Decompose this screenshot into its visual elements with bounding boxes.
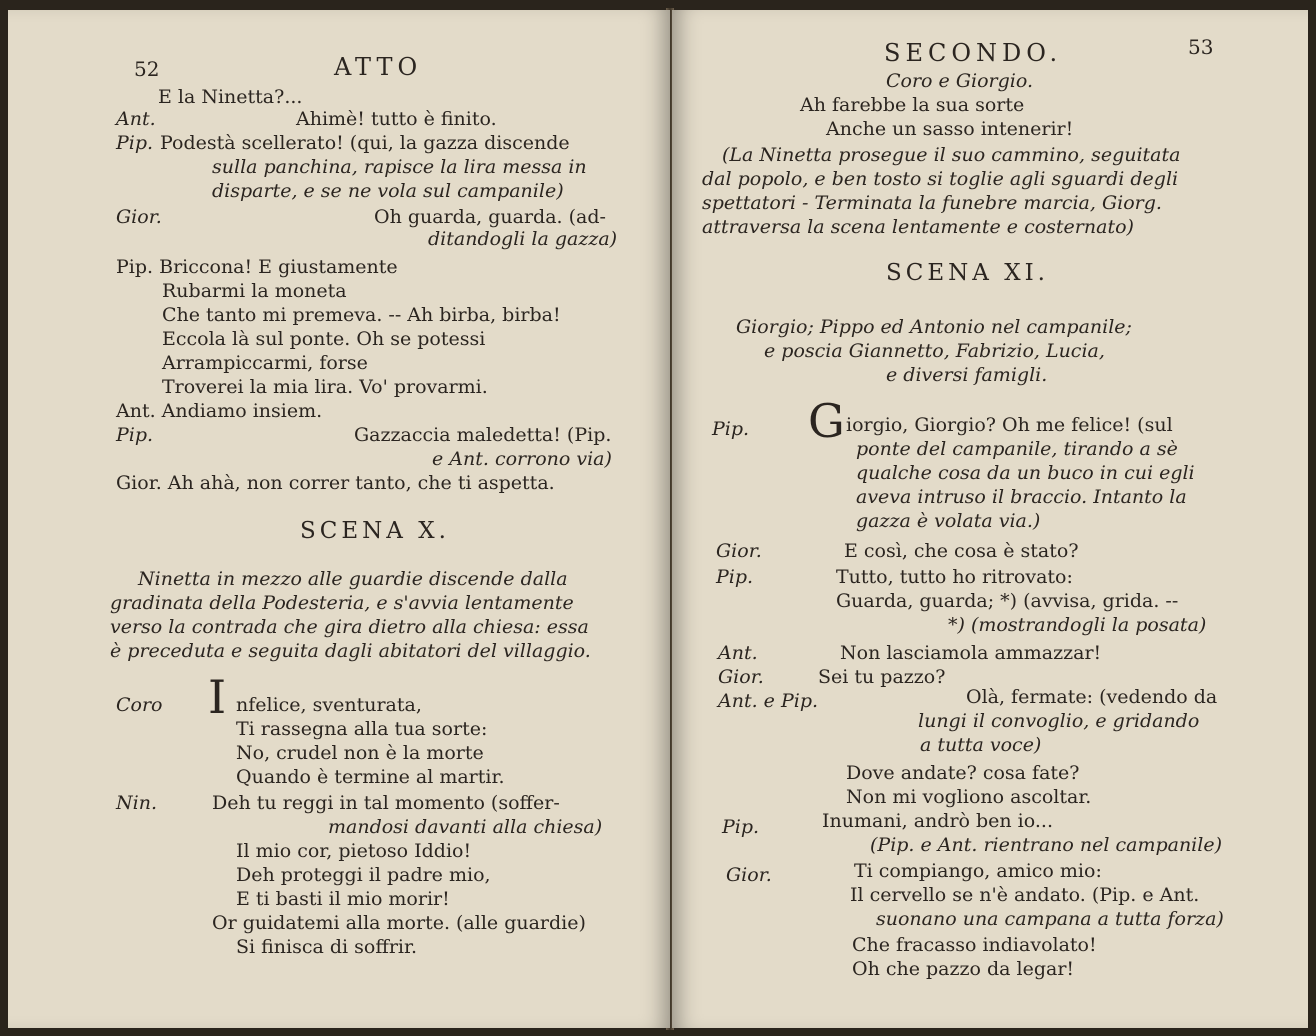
right-text-line: (La Ninetta prosegue il suo cammino, seguitata: [722, 144, 1181, 166]
right-text-line: Olà, fermate: (vedendo da: [966, 686, 1218, 708]
right-text-line: qualche cosa da un buco in cui egli: [856, 462, 1195, 484]
left-text-line: Arrampiccarmi, forse: [162, 352, 368, 374]
right-text-line: Tutto, tutto ho ritrovato:: [836, 566, 1073, 588]
right-text-line: Anche un sasso intenerir!: [826, 118, 1074, 140]
left-text-line: Quando è termine al martir.: [236, 766, 505, 788]
right-text-line: spettatori - Terminata la funebre marcia, Giorg.: [702, 192, 1162, 214]
right-text-line: *) (mostrandogli la posata): [948, 614, 1207, 636]
left-text-line: No, crudel non è la morte: [236, 742, 484, 764]
right-text-line: Pip.: [712, 418, 750, 440]
left-text-line: Ant. Andiamo insiem.: [116, 400, 323, 422]
right-text-line: lungi il convoglio, e gridando: [918, 710, 1200, 732]
left-text-line: Troverei la mia lira. Vo' provarmi.: [162, 376, 488, 398]
right-running-head: SECONDO.: [884, 39, 1063, 67]
right-text-line: Gior.: [716, 540, 762, 562]
right-text-line: aveva intruso il braccio. Intanto la: [856, 486, 1187, 508]
left-text-line: Nin.: [116, 792, 157, 814]
left-text-line: mandosi davanti alla chiesa): [328, 816, 603, 838]
left-text-line: E la Ninetta?...: [158, 86, 303, 108]
right-text-line: Sei tu pazzo?: [818, 666, 946, 688]
right-text-line: Oh che pazzo da legar!: [852, 958, 1075, 980]
left-text-line: E ti basti il mio morir!: [236, 888, 450, 910]
left-text-line: gradinata della Podesteria, e s'avvia lentamente: [110, 592, 574, 614]
left-text-line: Deh tu reggi in tal momento (soffer-: [212, 792, 560, 814]
right-text-line: Ti compiango, amico mio:: [854, 860, 1102, 882]
left-text-line: Pip.: [116, 424, 154, 446]
left-drop-cap: I: [208, 670, 227, 724]
right-text-line: Pip.: [716, 566, 754, 588]
left-text-line: Pip.: [116, 132, 154, 154]
right-text-line: Ant.: [718, 642, 758, 664]
right-text-line: Non lasciamola ammazzar!: [840, 642, 1102, 664]
left-page-number: 52: [134, 57, 160, 81]
left-text-line: Deh proteggi il padre mio,: [236, 864, 491, 886]
left-running-head: ATTO: [334, 53, 423, 81]
left-text-line: Che tanto mi premeva. -- Ah birba, birba!: [162, 304, 561, 326]
right-text-line: attraversa la scena lentamente e costernato): [702, 216, 1134, 238]
right-text-line: Ant. e Pip.: [718, 690, 819, 712]
right-drop-cap: G: [808, 394, 845, 448]
right-text-line: E così, che cosa è stato?: [844, 540, 1079, 562]
right-text-line: Che fracasso indiavolato!: [852, 934, 1097, 956]
left-text-line: Si finisca di soffrir.: [236, 936, 418, 958]
left-text-line: Eccola là sul ponte. Oh se potessi: [162, 328, 486, 350]
left-text-line: Rubarmi la moneta: [162, 280, 347, 302]
left-text-line: SCENA X.: [300, 518, 450, 544]
left-text-line: è preceduta e seguita dagli abitatori del villaggio.: [110, 640, 591, 662]
left-text-line: Or guidatemi alla morte. (alle guardie): [212, 912, 586, 934]
right-text-line: Guarda, guarda; *) (avvisa, grida. --: [836, 590, 1179, 612]
right-text-line: SCENA XI.: [886, 260, 1049, 286]
right-text-line: Dove andate? cosa fate?: [846, 762, 1080, 784]
left-text-line: e Ant. corrono via): [432, 448, 612, 470]
right-text-line: Coro e Giorgio.: [886, 70, 1033, 92]
left-text-line: Ti rassegna alla tua sorte:: [236, 718, 488, 740]
right-text-line: Gior.: [726, 864, 772, 886]
right-page-number: 53: [1188, 35, 1214, 59]
right-text-line: gazza è volata via.): [856, 510, 1041, 532]
left-text-line: verso la contrada che gira dietro alla chiesa: essa: [110, 616, 589, 638]
right-text-line: dal popolo, e ben tosto si toglie agli sguardi degli: [702, 168, 1179, 190]
right-text-line: Gior.: [718, 666, 764, 688]
left-page: [8, 10, 670, 1028]
right-text-line: Pip.: [722, 816, 760, 838]
left-text-line: Ant.: [116, 108, 156, 130]
right-text-line: Giorgio; Pippo ed Antonio nel campanile;: [736, 316, 1132, 338]
right-text-line: Il cervello se n'è andato. (Pip. e Ant.: [850, 884, 1200, 906]
left-text-line: Gior. Ah ahà, non correr tanto, che ti aspetta.: [116, 472, 555, 494]
left-text-line: Oh guarda, guarda. (ad-: [374, 206, 606, 228]
left-text-line: Il mio cor, pietoso Iddio!: [236, 840, 472, 862]
right-page: [672, 10, 1308, 1028]
right-text-line: e diversi famigli.: [886, 364, 1048, 386]
right-text-line: Ah farebbe la sua sorte: [800, 94, 1025, 116]
left-text-line: Ahimè! tutto è finito.: [296, 108, 497, 130]
left-text-line: Ninetta in mezzo alle guardie discende dalla: [138, 568, 568, 590]
left-text-line: disparte, e se ne vola sul campanile): [212, 180, 564, 202]
left-text-line: Gazzaccia maledetta! (Pip.: [354, 424, 612, 446]
right-text-line: ponte del campanile, tirando a sè: [856, 438, 1178, 460]
left-text-line: ditandogli la gazza): [428, 228, 618, 250]
left-text-line: Pip. Briccona! E giustamente: [116, 256, 398, 278]
right-text-line: iorgio, Giorgio? Oh me felice! (sul: [846, 414, 1173, 436]
left-text-line: Coro: [116, 694, 163, 716]
right-text-line: a tutta voce): [920, 734, 1042, 756]
right-text-line: Inumani, andrò ben io...: [822, 810, 1053, 832]
left-text-line: Gior.: [116, 206, 162, 228]
right-text-line: (Pip. e Ant. rientrano nel campanile): [870, 834, 1222, 856]
right-text-line: Non mi vogliono ascoltar.: [846, 786, 1092, 808]
left-text-line: sulla panchina, rapisce la lira messa in: [212, 156, 587, 178]
left-text-line: nfelice, sventurata,: [236, 694, 422, 716]
right-text-line: suonano una campana a tutta forza): [876, 908, 1224, 930]
left-text-line: Podestà scellerato! (qui, la gazza discende: [160, 132, 570, 154]
right-text-line: e poscia Giannetto, Fabrizio, Lucia,: [764, 340, 1105, 362]
